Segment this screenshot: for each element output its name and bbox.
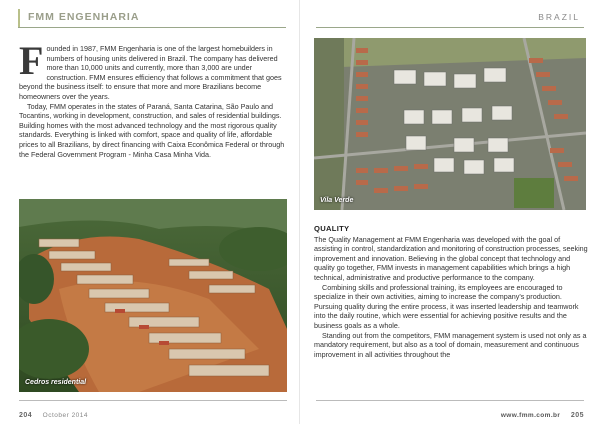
quality-paragraph-1: The Quality Management at FMM Engenharia was developed with the goal of assisting in control, standardization and monitoring of construction processes, seeking improvement and innovation. Believing in the global concept that technology and quality go together, FMM invests in management capabilities which brings a high technical, administrative and productive performance to the company. [314,234,588,282]
cedros-photo-graphic [19,199,287,392]
cedros-caption: Cedros residential [25,379,87,386]
operations-paragraph: Today, FMM operates in the states of Paraná, Santa Catarina, São Paulo and Tocantins, working in development, construction, and sales of residential buildings. Building homes with the most advanced technology and the most rigorous quality standards. Everything is linked with comfort, space and quality of life, affordable prices to all Brazilians, by direct financing with Caixa Econômica Federal or through the Federal Government Program - Minha Casa Minha Vida. [19,101,285,159]
right-footer [316,400,584,419]
quality-section [314,224,588,359]
brand-name: FMM ENGENHARIA [28,11,140,23]
intro-article [19,38,289,159]
drop-cap: F [19,38,44,83]
quality-paragraph-3: Standing out from the competitors, FMM management system is used not only as a mandatory requirement, but also as a tool of domain, measurement and continuous improvement in all activities throughout the [314,330,587,359]
quality-heading: QUALITY [314,224,350,233]
brand-accent-bar [18,9,20,27]
intro-paragraph: ounded in 1987, FMM Engenharia is one of the largest homebuilders in numbers of housing units delivered in Brazil. The company has delivered more than 10,000 units and currently, more than 3,000 are under construction. FMM ensures efficiency that follows a commitment that goes beyond the business itself: to ensure that more and more Brazilians become homeowners over the years. [19,44,282,101]
website-url: www.fmm.com.br [500,412,561,419]
issue-date: October 2014 [42,412,89,419]
page-number: 204 [19,412,33,419]
left-footer [19,400,287,419]
country-label: BRAZIL [538,12,580,22]
vila-verde-aerial-photo [314,38,586,210]
cedros-aerial-photo [19,199,287,392]
page-number-right: 205 [570,412,584,419]
right-page [300,0,600,424]
left-header [18,9,286,28]
quality-paragraph-2: Combining skills and professional training, its employees are encouraged to specialize in their own activities, aiming to increase the company's production. Pursuing quality during the entire process, it was inserted leadership and teamwork into the daily routine, which were essential for achieving positive results and the business goals as a whole. [314,282,579,330]
vila-verde-photo-graphic [314,38,586,210]
right-header [316,9,584,28]
vila-verde-caption: Vila Verde [320,197,354,204]
